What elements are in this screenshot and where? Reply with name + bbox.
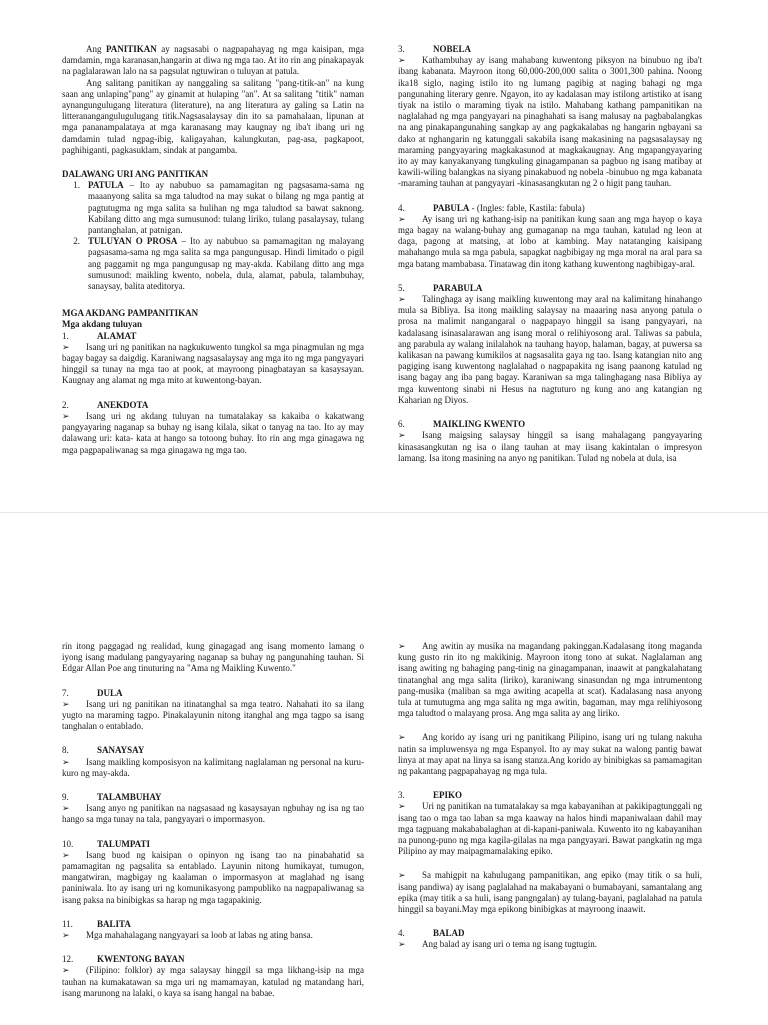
item-pabula: 4. PABULA - (Ingles: fable, Kastila: fabula) ➢ Ay isang uri ng kathang-isip na panitikan kung saan ang mga hayop o kaya mga bagay na walang-buhay ang gumaganap na mga tauhan, katulad ng leon at daga, pagong at matsing, at lobo at kambing. May natatanging kaisipang mahahango mula sa mga pabula, sapagkat nagbibigay ng mga moral na aral para sa mga batang mambabasa. Tinatawag din itong kathang kuwentong nagbibigay-aral. (398, 202, 702, 269)
arrow-bullet-icon: ➢ (398, 55, 406, 66)
item-maikling-kwento: 6. MAIKLING KWENTO ➢ Isang maigsing salaysay hinggil sa isang mahalagang pangyayaring kinasasangkutan ng isa o ilang tauhan at may iisang kakintalan o impresyon lamang. Isa itong masining na anyo ng panitikan. Tulad ng nobela at dula, isa (398, 419, 702, 463)
types-heading: DALAWANG URI ANG PANITIKAN (62, 169, 209, 180)
akda-subheading: Mga akdang tuluyan (62, 319, 143, 330)
arrow-bullet-icon: ➢ (62, 930, 70, 941)
arrow-bullet-icon: ➢ (62, 410, 70, 421)
list-item: 2. TULUYAN O PROSA – Ito ay nabubuo sa pamamagitan ng malayang pagsasama-sama ng mga salita sa mga pangungusap. Hindi limitado o pigil ang paggamit ng mga pangungusap ng may-akda. Kabilang ditto ang mga sumusunod: maikling kwento, nobela, dula, alamat, pabula, talambuhay, sanaysay, balita ateditorya. (73, 236, 364, 292)
types-list (62, 180, 364, 292)
akda-heading: MGA AKDANG PAMPANITIKAN (62, 308, 199, 319)
arrow-bullet-icon: ➢ (398, 870, 406, 881)
arrow-bullet-icon: ➢ (398, 801, 406, 812)
panitikan-term: PANITIKAN (105, 44, 157, 54)
item-balita: 11. BALITA ➢ Mga mahahalagang nangyayari sa loob at labas ng ating bansa. (62, 918, 313, 941)
continued-paragraph: rin itong paggagad ng realidad, kung ginagagad ang isang momento lamang o iyong isang madulang pangyayaring naganap sa buhay ng pangunahing tauhan. Si Edgar Allan Poe ang tinuturing na "Ama ng Maikling Kuwento." (62, 641, 364, 674)
arrow-bullet-icon: ➢ (398, 732, 406, 743)
arrow-bullet-icon: ➢ (62, 849, 70, 860)
arrow-bullet-icon: ➢ (62, 965, 70, 976)
item-kwentong-bayan: 12. KWENTONG BAYAN ➢ (Filipino: folklor) ay mga salaysay hinggil sa mga likhang-isip na mga tauhan na kumakatawan sa mga uri ng mamamayan, katulad ng matandang hari, isang marunong na lalaki, o kaya sa isang hangal na babae. (62, 954, 364, 998)
item-anekdota: 2. ANEKDOTA ➢ Isang uri ng akdang tuluyan na tumatalakay sa kakaiba o kakatwang pangyayaring naganap sa buhay ng isang kilala, sikat o tanyag na tao. Ito ay may dalawang uri: kata- kata at hango sa totoong buhay. Ito rin ang mga ginagawa ng mga pagpapaliwanag sa mga ginagawa ng mga tao. (62, 399, 364, 455)
page-1-left-column (62, 44, 364, 456)
arrow-bullet-icon: ➢ (398, 641, 406, 651)
arrow-bullet-icon: ➢ (62, 341, 70, 352)
intro-paragraph-2: Ang salitang panitikan ay nanggaling sa salitang "pang-titik-an" na kung saan ang unlaping"pang" ay ginamit at hulaping "an". At sa salitang "titik" naman aynangungulugang literatura (literature), na ang literatura ay galing sa Latin na litteranangangulugulugang titik.Nagsasalaysay din ito sa pamahalaan, lipunan at mga pananampalataya at mga karanasang may kaugnay ng iba't ibang uri ng damdamin tulad ngpag-ibig, kaligayahan, kalungkutan, pag-asa, pagkapoot, paghihiganti, pagkasuklam, sindak at pangamba. (62, 77, 364, 155)
epiko-epika-paragraph: ➢ Sa mahigpit na kahulugang pampanitikan, ang epiko (may titik o sa huli, isang pandiwa) ay isang paglalahad na makabayani o bumabayani, samantalang ang epika (may titik a sa huli, isang pangngalan) ay tulang-bayani, paglalahad na patula hinggil sa bayani.May mga epikong binibigkas at mayroong inaawit. (398, 870, 702, 915)
item-talambuhay: 9. TALAMBUHAY ➢ Isang anyo ng panitikan na nagsasaad ng kasaysayan ngbuhay ng isa ng tao hango sa mga tunay na tala, pangyayari o impormasyon. (62, 792, 364, 825)
page-2-left-column (62, 641, 364, 999)
page-1-right-column (398, 44, 702, 464)
arrow-bullet-icon: ➢ (62, 698, 70, 709)
awitin-paragraph: ➢ Ang awitin ay musika na magandang pakinggan.Kadalasang itong maganda kung gusto rin ito ng makikinig. Mayroon itong tono at sukat. Naglalaman ang isang awiting ng bahaging pang-tinig na ginagampanan, inaawit at pangkalahatang tinatanghal ang mga salita (liriko), karaniwang sinasundan ng mga intrumentong pang-musika (maliban sa mga awiting acapella at scat). Kadalasang nasa anyong tula at tumutugma ang mga salita ng mga awitin, bagaman, may mga relihiyosong mga taludtod o malayang prosa. Ang mga salita ay ang liriko. (398, 641, 702, 719)
item-parabula: 5. PARABULA ➢ Talinghaga ay isang maikling kuwentong may aral na kalimitang hinahango mula sa Bibliya. Isa itong maikling salaysay na maaaring nasa anyong patula o prosa na malimit nangangaral o nagpapayo hinggil sa isang pangyayari, na kadalasang isinasalarawan ang isang moral o relihiyosong aral. Taliwas sa pabula, ang parabula ay walang inilalahok na tauhang hayop, halaman, bagay, at puwersa sa kalikasan na pawang kumikilos at nagsasalita gaya ng tao. Isang katangian nito ang pagiging isang kuwentong naglalahad o nagpapakita ng isang paanong katulad ng isang bagay ang iba pang bagay. Karaniwan sa mga talinghagang nasa Bibliya ay mga kuwentong sinabi ni Hesus na nagtuturo ng kung ano ang katangian ng Kaharian ng Diyos. (398, 282, 702, 405)
page-2-right-column (398, 641, 702, 951)
arrow-bullet-icon: ➢ (398, 430, 406, 441)
arrow-bullet-icon: ➢ (398, 294, 406, 305)
arrow-bullet-icon: ➢ (398, 213, 406, 224)
document-page-1 (0, 0, 768, 512)
arrow-bullet-icon: ➢ (62, 756, 70, 767)
item-sanaysay: 8. SANAYSAY ➢ Isang maikling komposisyon na kalimitang naglalaman ng personal na kuru-kuro ng may-akda. (62, 745, 364, 778)
korido-paragraph: ➢ Ang korido ay isang uri ng panitikang Pilipino, isang uri ng tulang nakuha natin sa impluwensya ng mga Espanyol. Ito ay may sukat na walong pantig bawat linya at may apat na linya sa isang stanza.Ang korido ay binibigkas sa pamamagitan ng pakantang pagpapahayag ng mga tula. (398, 732, 702, 777)
item-nobela: 3. NOBELA ➢ Kathambuhay ay isang mahabang kuwentong piksyon na binubuo ng iba't ibang kabanata. Mayroon itong 60,000-200,000 salita o 3001,300 pahina. Noong ika18 siglo, naging istilo ito ng lumang pagibig at naging bahagi ng mga pangunahing literary genre. Ngayon, ito ay kadalasan may istilong artistiko at isang tiyak na istilo o maraming tiyak na istilo. Mahabang kathang pampanitikan na naglalahad ng mga pangyayari na pinaghahati sa isang malusay na pagbabalangkas na ang pinakapangunahing sangkap ay ang pagkakalabas ng hangarin ngbayani sa dako at nghangarin ng katunggali sakabila isang makasining na pagsasalaysay ng maraming pangyayaring magkakasunod at magkakaugnay. Ang mgapangyayaring ito ay may kanyakanyang tungkuling ginagampanan sa pagbuo ng isang matibay at kawili-wiling balangkas na siyang pinakabuod ng nobela -binubuo ng mga kabanata -maraming tauhan at pangyayari -kinasasangkutan ng 2 o higit pang tauhan. (398, 44, 702, 189)
arrow-bullet-icon: ➢ (398, 939, 406, 950)
item-alamat: 1. ALAMAT ➢ Isang uri ng panitikan na nagkukuwento tungkol sa mga pinagmulan ng mga bagay bagay sa daigdig. Karaniwang nagsasalaysay ang mga ito ng mga pangyayari hinggil sa tunay na mga tao at pook, at mayroong pinagbatayan sa kasaysayan. Kaugnay ang alamat ng mga mito at kuwentong-bayan. (62, 330, 364, 386)
intro-paragraph-1: Ang PANITIKAN ay nagsasabi o nagpapahayag ng mga kaisipan, mga damdamin, mga karanasan,hangarin at diwa ng mga tao. At ito rin ang pinakapayak na paglalarawan lalo na sa pagsulat ngtuwiran o tuluyan at patula. (62, 44, 365, 77)
item-epiko: 3. EPIKO ➢ Uri ng panitikan na tumatalakay sa mga kabayanihan at pakikipagtunggali ng isang tao o mga tao laban sa mga kaaway na halos hindi mapaniwalaan dahil may mga tagpuang makababalaghan at di-kapani-paniwala. Kuwento ito ng kabayanihan na punong-puno ng mga kagila-gilalas na mga pangyayari. Bawat pangkatin ng mga Pilipino ay may maipagmamalaking epiko. (398, 790, 702, 857)
item-balad: 4. BALAD ➢ Ang balad ay isang uri o tema ng isang tugtugin. (398, 928, 597, 950)
list-item: 1. PATULA – Ito ay nabubuo sa pamamagitan ng pagsasama-sama ng maaanyong salita sa mga taludtod na may sukat o bilang ng mga pantig at pagtutugma ng mga salita sa hulihan ng mga taludtod sa bawat saknong. Kabilang ditto ang mga sumusunod: tulang liriko, tulang pasalaysay, tulang pantanghalan, at patnigan. (73, 180, 364, 236)
item-talumpati: 10. TALUMPATI ➢ Isang buod ng kaisipan o opinyon ng isang tao na pinabahatid sa pamamagitan ng pagsalita sa entablado. Layunin nitong humikayat, tumugon, mangatwiran, magbigay ng kaalaman o impormasyon at maglahad ng isang paniniwala. Ito ay isang uri ng komunikasyong pampubliko na nagpapaliwanag sa isang paksa na binibigkas sa harap ng mga tagapakinig. (62, 838, 364, 905)
item-dula: 7. DULA ➢ Isang uri ng panitikan na itinatanghal sa mga teatro. Nahahati ito sa ilang yugto na maraming tagpo. Pinakalayunin nitong itanghal ang mga tagpo sa isang tanghalan o entablado. (62, 687, 364, 732)
arrow-bullet-icon: ➢ (62, 803, 70, 814)
document-page-2 (0, 512, 768, 1025)
